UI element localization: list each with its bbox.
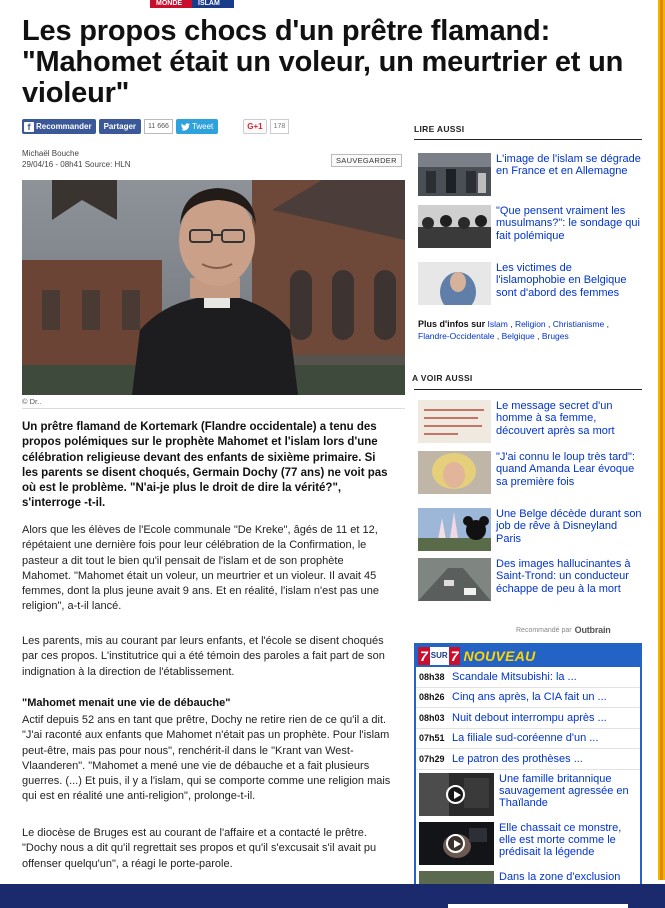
mosque-prayer-image — [418, 153, 491, 196]
share-bar — [22, 118, 289, 135]
facebook-share-button[interactable]: Partager — [99, 119, 141, 134]
facebook-icon: f — [24, 122, 34, 132]
related-thumbnail[interactable] — [418, 262, 491, 305]
tag-link[interactable]: Belgique — [501, 331, 535, 342]
facebook-count: 11 666 — [144, 119, 173, 134]
nav-islam[interactable]: ISLAM — [192, 0, 234, 8]
news-time: 07h51 — [419, 733, 445, 744]
recommended-article[interactable] — [418, 451, 642, 494]
play-icon[interactable] — [446, 785, 465, 804]
related-article[interactable] — [418, 262, 642, 305]
divider — [414, 389, 642, 390]
twitter-bird-icon — [181, 123, 190, 131]
byline — [22, 148, 131, 170]
recommended-title[interactable]: Une Belge décède durant son job de rêve à Disneyland Paris — [496, 508, 642, 545]
news-headline[interactable]: Le patron des prothèses ... — [452, 752, 583, 765]
save-button[interactable]: SAUVEGARDER — [331, 154, 402, 167]
news-headline[interactable]: Scandale Mitsubishi: la ... — [452, 670, 577, 683]
recommended-article[interactable] — [418, 400, 642, 443]
date-source: 29/04/16 - 08h41 Source: HLN — [22, 160, 131, 169]
article-paragraph-3: Actif depuis 52 ans en tant que prêtre, Dochy ne retire rien de ce qu'il a dit. "J'ai raconté aux enfants que Mahomet n'était pas un prophète. Pour l'islam peut-être, mais pas pour nous", renchérit-il dans le "Krant van West-Vlaanderen". "Mahomet a mené une vie de débauche et a fait plusieurs guerres. (...) Et puis, il y a l'islam, qui se comporte comme une religion mais qui est en réalité une anti-religion", prolonge-t-il. — [22, 714, 391, 803]
handwritten-note-image — [418, 400, 491, 443]
related-title[interactable]: L'image de l'islam se dégrade en France et en Allemagne — [496, 153, 641, 178]
divider — [414, 139, 642, 140]
video-title[interactable]: Elle chassait ce monstre, elle est morte comme le prédisait la légende — [499, 821, 622, 859]
news-row[interactable] — [416, 729, 640, 750]
right-ad-strip — [658, 0, 665, 880]
video-thumbnail[interactable] — [419, 822, 494, 865]
video-title[interactable]: Une famille britannique sauvagement agressée en Thaïlande — [499, 772, 629, 810]
play-icon[interactable] — [446, 834, 465, 853]
more-info-label: Plus d'infos sur — [418, 319, 486, 329]
news-row[interactable] — [416, 749, 640, 770]
nouveau-label: NOUVEAU — [463, 648, 536, 664]
tag-link[interactable]: Bruges — [541, 331, 569, 342]
photo-credit: © Dr.. — [22, 397, 42, 406]
news-row[interactable] — [416, 667, 640, 688]
video-title[interactable]: Dans la zone d'exclusion — [499, 870, 621, 883]
video-thumbnail[interactable] — [419, 773, 494, 816]
recommended-title[interactable]: Des images hallucinantes à Saint-Trond: un conducteur échappe de peu à la mort — [496, 558, 631, 595]
news-time: 08h26 — [419, 692, 445, 703]
recommended-thumbnail[interactable] — [418, 508, 491, 551]
priest-photo-image — [22, 180, 405, 395]
recommended-thumbnail[interactable] — [418, 400, 491, 443]
more-info-tags: Plus d'infos sur Islam , Religion , Christianisme , Flandre-Occidentale , Belgique , Bruges — [418, 319, 609, 342]
woman-headscarf-image — [418, 262, 491, 305]
related-thumbnail[interactable] — [418, 205, 491, 248]
news-time: 08h38 — [419, 671, 445, 682]
recommended-title[interactable]: "J'ai connu le loup très tard": quand Amanda Lear évoque sa première fois — [496, 451, 635, 488]
tag-link[interactable]: Christianisme — [552, 319, 605, 329]
7sur7-logo[interactable]: 7 SUR 7 — [420, 648, 459, 664]
article-subheading: "Mahomet menait une vie de débauche" — [22, 697, 231, 709]
bottom-bar — [0, 884, 665, 908]
tag-link[interactable]: Islam — [487, 319, 508, 329]
nav-monde[interactable]: MONDE — [150, 0, 192, 8]
recommended-thumbnail[interactable] — [418, 451, 491, 494]
7sur7-header — [416, 645, 640, 667]
a-voir-aussi-heading: A VOIR AUSSI — [412, 373, 473, 383]
article-lead: Un prêtre flamand de Kortemark (Flandre occidentale) a tenu des propos polémiques sur le prophète Mahomet et l'islam lors d'une célébration religieuse devant des enfants de sixième primaire. Si les parents se disent choqués, Germain Dochy (77 ans) ne voit pas où est le problème. "N'ai-je plus le droit de dire la vérité?", s'interroge -t-il. — [22, 421, 388, 510]
news-headline[interactable]: Cinq ans après, la CIA fait un ... — [452, 691, 607, 704]
video-item[interactable] — [416, 770, 640, 819]
recommended-thumbnail[interactable] — [418, 558, 491, 601]
related-article[interactable] — [418, 153, 642, 196]
news-headline[interactable]: La filiale sud-coréenne d'un ... — [452, 732, 599, 745]
road-crash-image — [418, 558, 491, 601]
tag-link[interactable]: Religion — [514, 319, 546, 329]
article-title: Les propos chocs d'un prêtre flamand: "Mahomet était un voleur, un meurtrier et un violeur" — [22, 15, 624, 109]
divider — [22, 408, 405, 409]
tag-link[interactable]: Flandre-Occidentale — [418, 331, 495, 342]
recommended-article[interactable] — [418, 558, 642, 601]
article-paragraph-1: Alors que les élèves de l'Ecole communale "De Kreke", âgés de 11 et 12, répétaient une dernière fois pour leur célébration de la Confirmation, le pasteur a dit tout le bien qu'il pensait de l'islam et de son prophète Mahomet. "Mahomet était un voleur, un meurtrier et un violeur. Il avait 45 femmes, dont la plus jeune avait 9 ans. Et en réalité, l'islam n'est pas une religion", a-t-il lancé. — [22, 524, 380, 613]
outbrain-logo: Outbrain — [574, 625, 611, 635]
related-title[interactable]: "Que pensent vraiment les musulmans?": le sondage qui fait polémique — [496, 205, 640, 242]
recommended-article[interactable] — [418, 508, 642, 551]
google-plus-button[interactable]: G+1 — [243, 119, 266, 134]
crowd-image — [418, 205, 491, 248]
news-headline[interactable]: Nuit debout interrompu après ... — [452, 711, 607, 724]
recommended-title[interactable]: Le message secret d'un homme à sa femme, découvert après sa mort — [496, 400, 615, 437]
related-thumbnail[interactable] — [418, 153, 491, 196]
article-photo — [22, 180, 405, 395]
news-row[interactable] — [416, 708, 640, 729]
author[interactable]: Michaël Bouche — [22, 149, 79, 158]
related-article[interactable] — [418, 205, 642, 248]
video-item[interactable] — [416, 819, 640, 868]
news-row[interactable] — [416, 688, 640, 709]
outbrain-recommended[interactable]: Recommandé par Outbrain — [516, 625, 611, 635]
lire-aussi-heading: LIRE AUSSI — [414, 124, 465, 134]
disneyland-image — [418, 508, 491, 551]
7sur7-news-box — [414, 643, 642, 908]
related-title[interactable]: Les victimes de l'islamophobie en Belgique sont d'abord des femmes — [496, 262, 627, 299]
tweet-button[interactable]: Tweet — [176, 119, 218, 134]
top-nav — [150, 0, 234, 8]
news-time: 08h03 — [419, 712, 445, 723]
news-time: 07h29 — [419, 753, 445, 764]
article-paragraph-2: Les parents, mis au courant par leurs enfants, et l'école se disent choqués par ces propos. L'institutrice qui a été témoin des paroles a fait part de son indignation à la direction de l'établissement. — [22, 635, 385, 678]
facebook-recommend-button[interactable]: f Recommander — [22, 119, 96, 134]
google-plus-count: 178 — [270, 119, 290, 134]
amanda-lear-image — [418, 451, 491, 494]
article-paragraph-4: Le diocèse de Bruges est au courant de l'affaire et a contacté le prêtre. "Dochy nous a dit qu'il regrettait ses propos et qu'il s'excusait s'il avait pu offenser quelqu'un", a réagi le porte-parole. — [22, 827, 377, 870]
